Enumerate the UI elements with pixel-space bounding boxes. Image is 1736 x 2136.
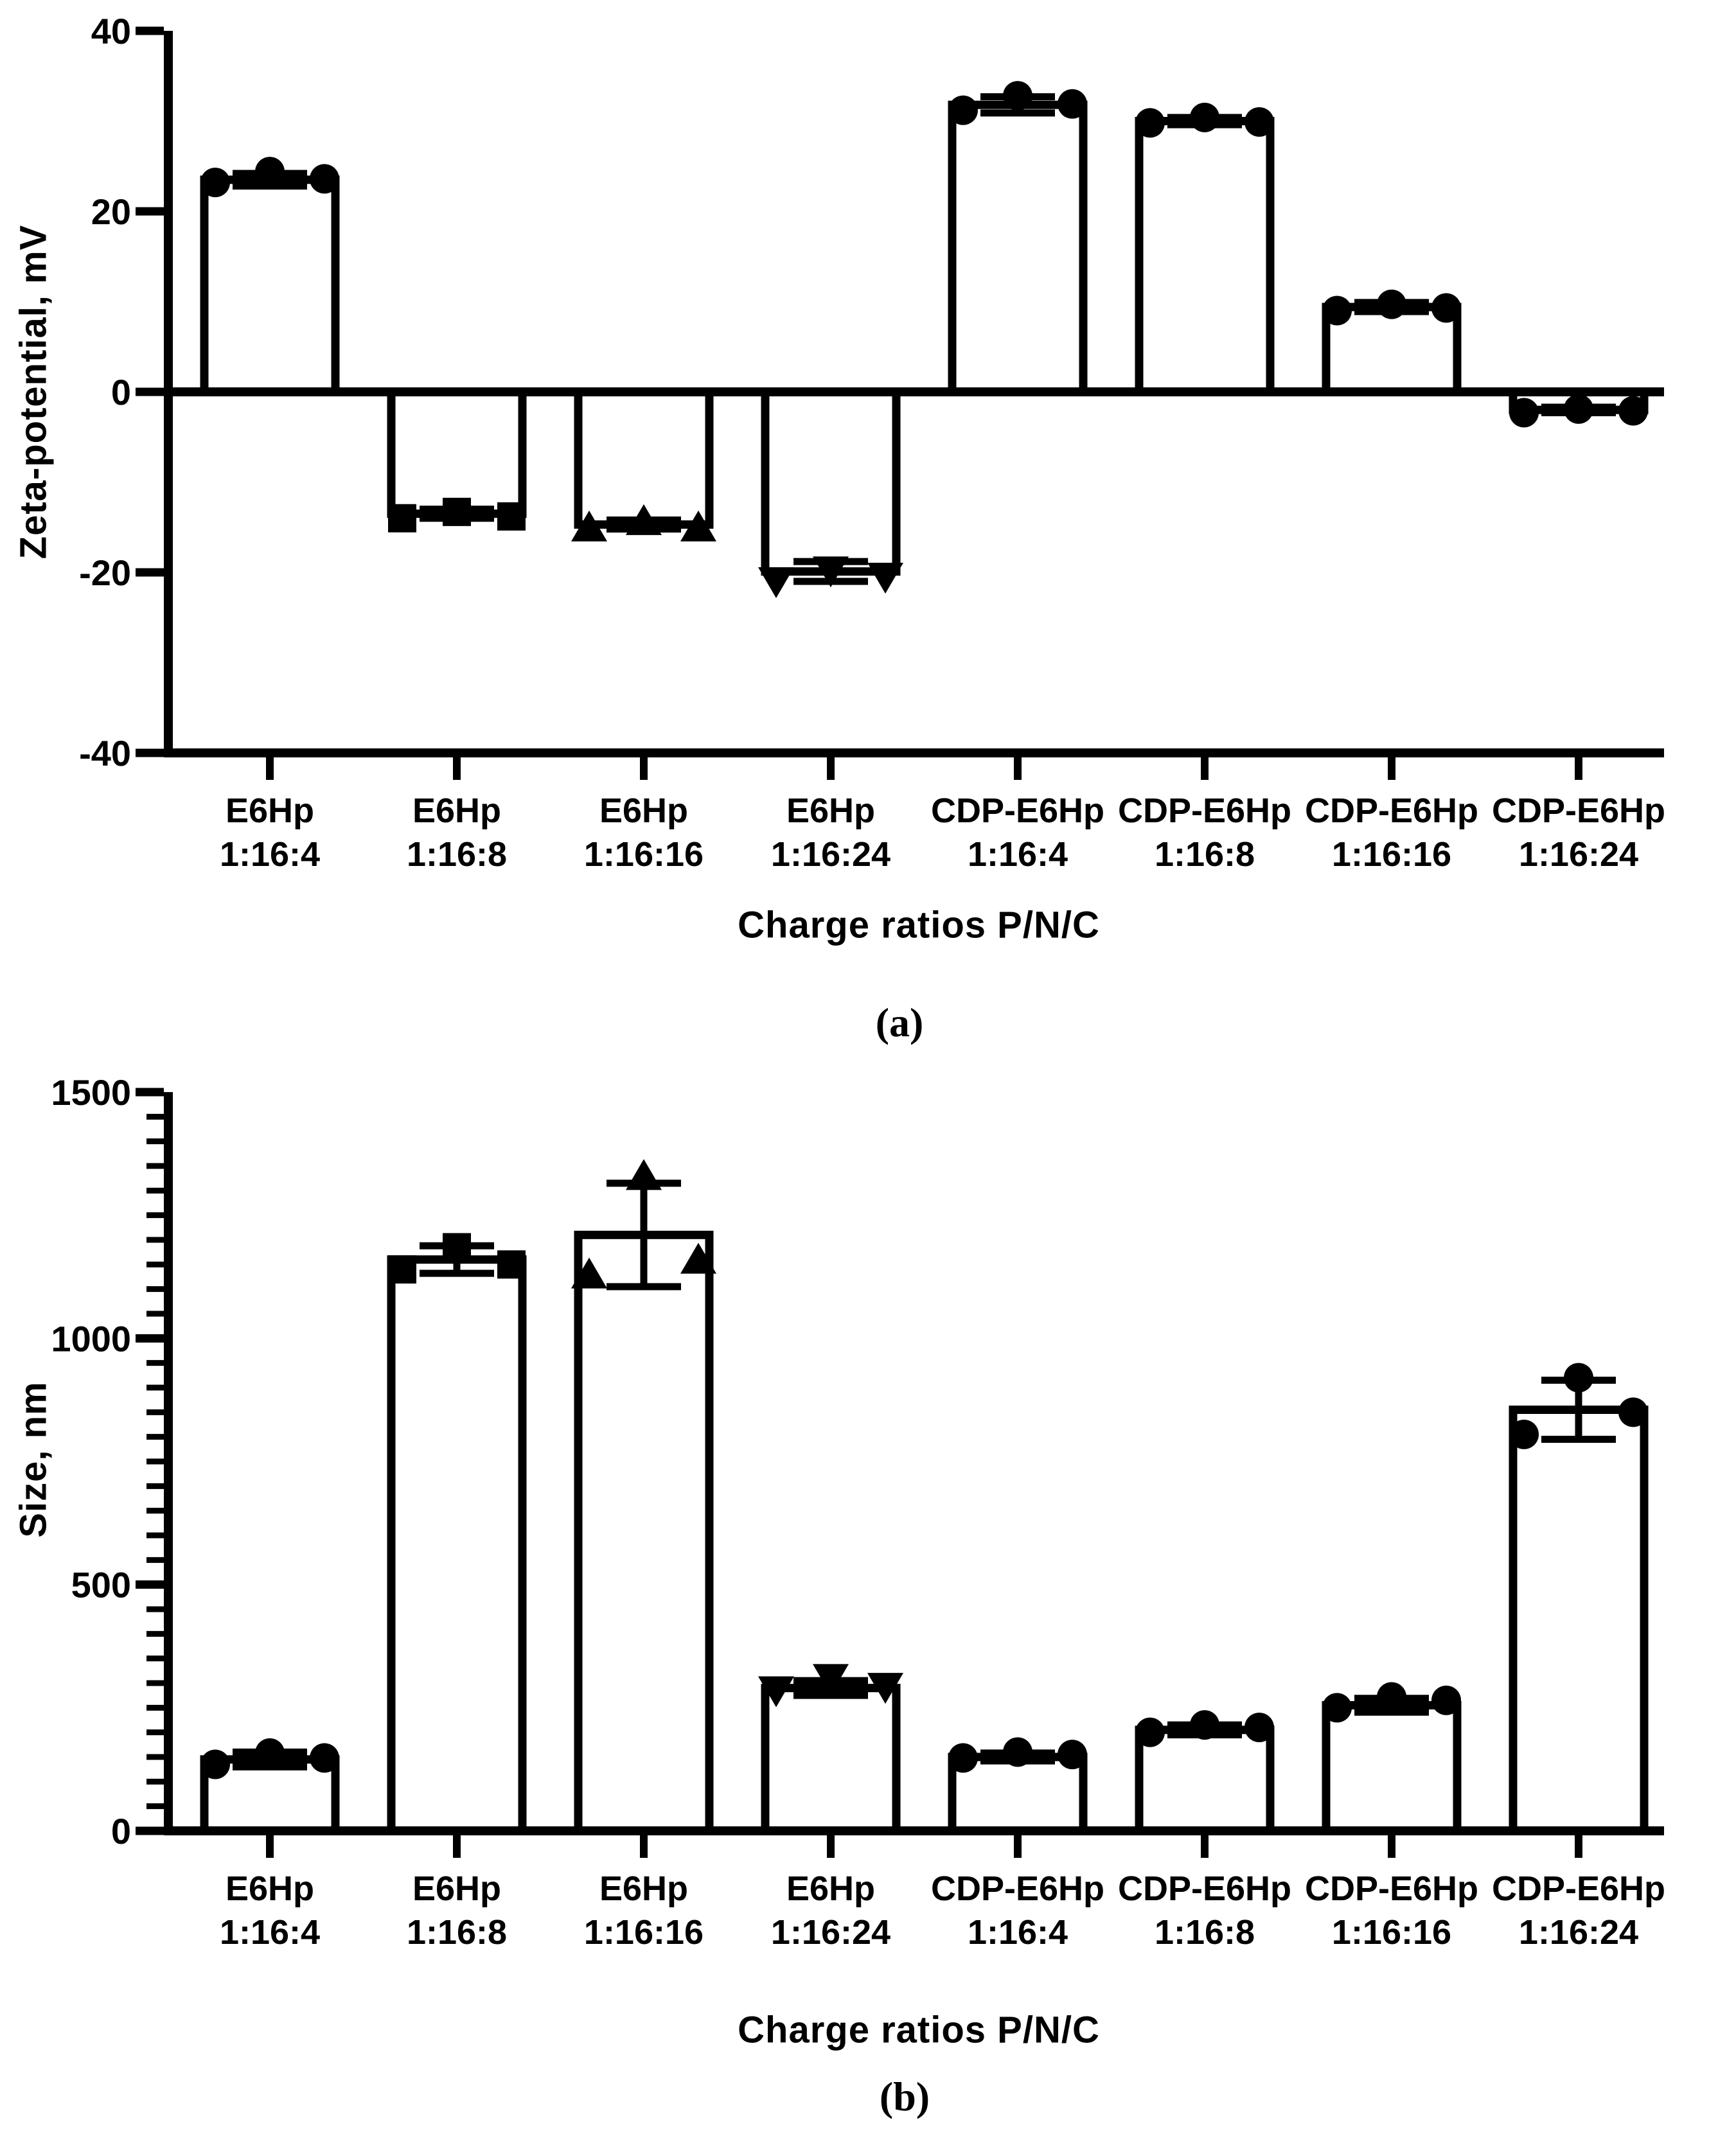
category-label-a-2-name: E6Hp	[412, 791, 502, 830]
data-point-circle-b-8-2	[1564, 1363, 1593, 1393]
data-point-circle-a-6-3	[1244, 107, 1274, 137]
y-tick-label-a-20: 20	[91, 191, 131, 232]
data-point-square-a-2-2	[443, 498, 471, 526]
data-point-square-a-2-1	[388, 504, 416, 533]
category-label-b-4-name: E6Hp	[786, 1869, 876, 1908]
bar-b-2	[391, 1260, 522, 1831]
data-point-circle-b-6-1	[1135, 1718, 1165, 1747]
bar-a-1	[204, 180, 335, 392]
data-point-square-b-2-2	[443, 1233, 471, 1261]
bar-a-4	[765, 392, 896, 572]
data-point-circle-b-5-1	[948, 1743, 978, 1773]
category-label-b-2-name: E6Hp	[412, 1869, 502, 1908]
category-label-a-5-ratio: 1:16:4	[967, 835, 1068, 874]
y-tick-label-b-1000: 1000	[51, 1318, 131, 1359]
data-point-circle-b-1-2	[255, 1738, 285, 1768]
y-tick-label-a--20: -20	[79, 552, 131, 593]
y-tick-label-a--40: -40	[79, 733, 131, 773]
category-label-a-3-ratio: 1:16:16	[583, 835, 704, 874]
data-point-circle-a-1-1	[200, 168, 230, 197]
bar-a-6	[1139, 121, 1270, 393]
data-point-circle-a-7-2	[1377, 290, 1406, 319]
data-point-square-b-2-3	[497, 1250, 526, 1278]
category-label-a-3-name: E6Hp	[599, 791, 689, 830]
y-tick-label-a-40: 40	[91, 11, 131, 51]
category-label-b-3-ratio: 1:16:16	[583, 1913, 704, 1952]
bar-a-2	[391, 392, 522, 514]
category-label-b-6-name: CDP-E6Hp	[1117, 1869, 1292, 1908]
data-point-circle-a-7-3	[1431, 293, 1461, 322]
x-axis-title-a: Charge ratios P/N/C	[738, 904, 1100, 946]
data-point-circle-b-8-3	[1618, 1397, 1648, 1427]
category-label-b-7-ratio: 1:16:16	[1331, 1913, 1452, 1952]
category-label-a-5-name: CDP-E6Hp	[930, 791, 1105, 830]
data-point-triangle-down-a-4-3	[867, 563, 903, 594]
category-label-a-4-ratio: 1:16:24	[770, 835, 891, 874]
data-point-circle-b-5-3	[1058, 1740, 1087, 1769]
data-point-circle-b-7-1	[1322, 1693, 1352, 1722]
data-point-square-b-2-1	[388, 1255, 416, 1284]
data-point-circle-a-8-1	[1509, 398, 1539, 427]
data-point-circle-a-1-3	[310, 164, 339, 193]
category-label-b-2-ratio: 1:16:8	[406, 1913, 508, 1952]
bar-b-3	[578, 1235, 709, 1831]
category-label-a-6-ratio: 1:16:8	[1154, 835, 1255, 874]
data-point-circle-a-8-3	[1618, 396, 1648, 426]
y-tick-label-a-0: 0	[111, 372, 131, 412]
data-point-circle-a-8-2	[1564, 394, 1593, 424]
category-label-a-7-name: CDP-E6Hp	[1304, 791, 1479, 830]
data-point-circle-a-6-1	[1135, 108, 1165, 137]
category-label-a-6-name: CDP-E6Hp	[1117, 791, 1292, 830]
y-axis-title-size: Size, nm	[12, 1381, 55, 1538]
bar-b-6	[1139, 1730, 1270, 1831]
category-label-a-8-name: CDP-E6Hp	[1491, 791, 1666, 830]
category-label-a-1-ratio: 1:16:4	[219, 835, 321, 874]
bar-b-8	[1513, 1409, 1644, 1831]
y-tick-label-b-1500: 1500	[51, 1072, 131, 1113]
category-label-a-8-ratio: 1:16:24	[1518, 835, 1639, 874]
data-point-circle-a-1-2	[255, 157, 285, 186]
panel-a-caption: (a)	[875, 1000, 924, 1045]
data-point-circle-a-5-1	[948, 96, 978, 125]
category-label-b-7-name: CDP-E6Hp	[1304, 1869, 1479, 1908]
data-point-circle-b-6-2	[1190, 1710, 1219, 1740]
category-label-b-4-ratio: 1:16:24	[770, 1913, 891, 1952]
category-label-b-6-ratio: 1:16:8	[1154, 1913, 1255, 1952]
data-point-square-a-2-3	[497, 502, 526, 531]
category-label-a-7-ratio: 1:16:16	[1331, 835, 1452, 874]
bar-a-5	[952, 105, 1083, 392]
data-point-circle-b-5-2	[1003, 1737, 1032, 1767]
data-point-circle-a-5-2	[1003, 81, 1032, 110]
bar-b-4	[765, 1688, 896, 1831]
panel-b-caption: (b)	[879, 2074, 930, 2119]
data-point-triangle-down-a-4-1	[758, 567, 794, 598]
data-point-triangle-up-b-3-2	[626, 1159, 662, 1190]
category-label-a-1-name: E6Hp	[225, 791, 315, 830]
category-label-b-8-ratio: 1:16:24	[1518, 1913, 1639, 1952]
y-axis-title-zeta: Zeta-potential, mV	[12, 224, 55, 560]
x-axis-title-b: Charge ratios P/N/C	[738, 2009, 1100, 2051]
data-point-circle-b-6-3	[1244, 1713, 1274, 1742]
category-label-a-2-ratio: 1:16:8	[406, 835, 508, 874]
data-point-circle-b-8-1	[1509, 1420, 1539, 1449]
category-label-b-1-ratio: 1:16:4	[219, 1913, 321, 1952]
category-label-b-5-name: CDP-E6Hp	[930, 1869, 1105, 1908]
category-label-b-3-name: E6Hp	[599, 1869, 689, 1908]
data-point-circle-b-1-1	[200, 1749, 230, 1779]
data-point-circle-b-7-3	[1431, 1686, 1461, 1715]
category-label-b-5-ratio: 1:16:4	[967, 1913, 1068, 1952]
data-point-circle-b-1-3	[310, 1743, 339, 1773]
category-label-b-1-name: E6Hp	[225, 1869, 315, 1908]
data-point-circle-a-7-1	[1322, 296, 1352, 326]
data-point-circle-a-6-2	[1190, 103, 1219, 132]
y-tick-label-b-0: 0	[111, 1811, 131, 1851]
y-tick-label-b-500: 500	[71, 1564, 131, 1605]
category-label-a-4-name: E6Hp	[786, 791, 876, 830]
data-point-circle-b-7-2	[1377, 1682, 1406, 1711]
bar-b-7	[1326, 1705, 1457, 1831]
category-label-b-8-name: CDP-E6Hp	[1491, 1869, 1666, 1908]
data-point-circle-a-5-3	[1058, 89, 1087, 119]
